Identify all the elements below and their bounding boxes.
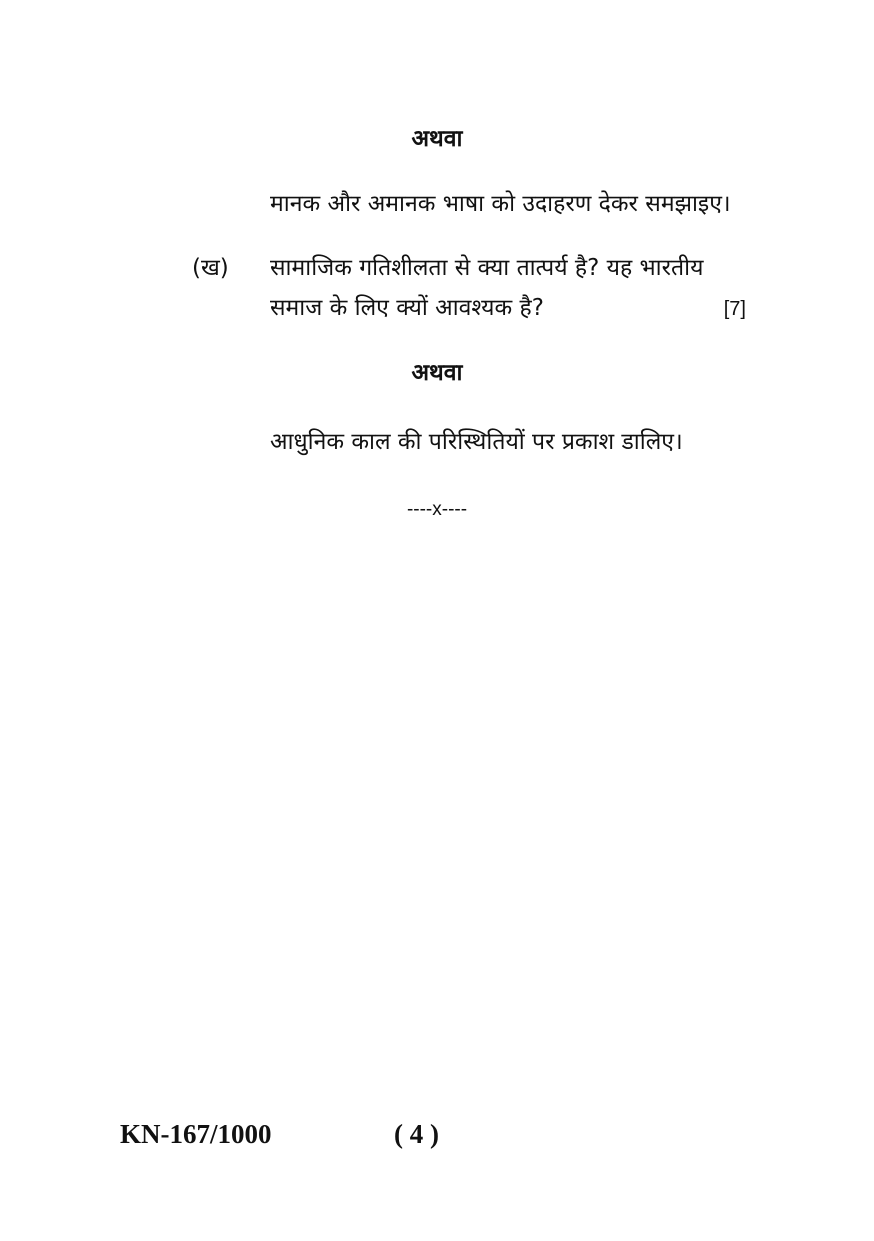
question-marks: [7]	[723, 298, 746, 320]
paper-code: KN-167/1000	[120, 1119, 272, 1149]
alternative-question-b: आधुनिक काल की परिस्थितियों पर प्रकाश डालिए।	[270, 429, 683, 455]
question-kha-line-1: सामाजिक गतिशीलता से क्या तात्पर्य है? यह भारतीय	[270, 255, 704, 281]
end-marker: ----x----	[406, 499, 468, 520]
or-heading: अथवा	[411, 126, 463, 152]
or-heading-2: अथवा	[411, 360, 463, 386]
question-kha-line-2: समाज के लिए क्यों आवश्यक है?	[270, 295, 544, 321]
question-label-kha: (ख)	[192, 255, 229, 281]
page-number: ( 4 )	[394, 1119, 439, 1149]
alternative-question-a: मानक और अमानक भाषा को उदाहरण देकर समझाइए।	[270, 191, 731, 217]
